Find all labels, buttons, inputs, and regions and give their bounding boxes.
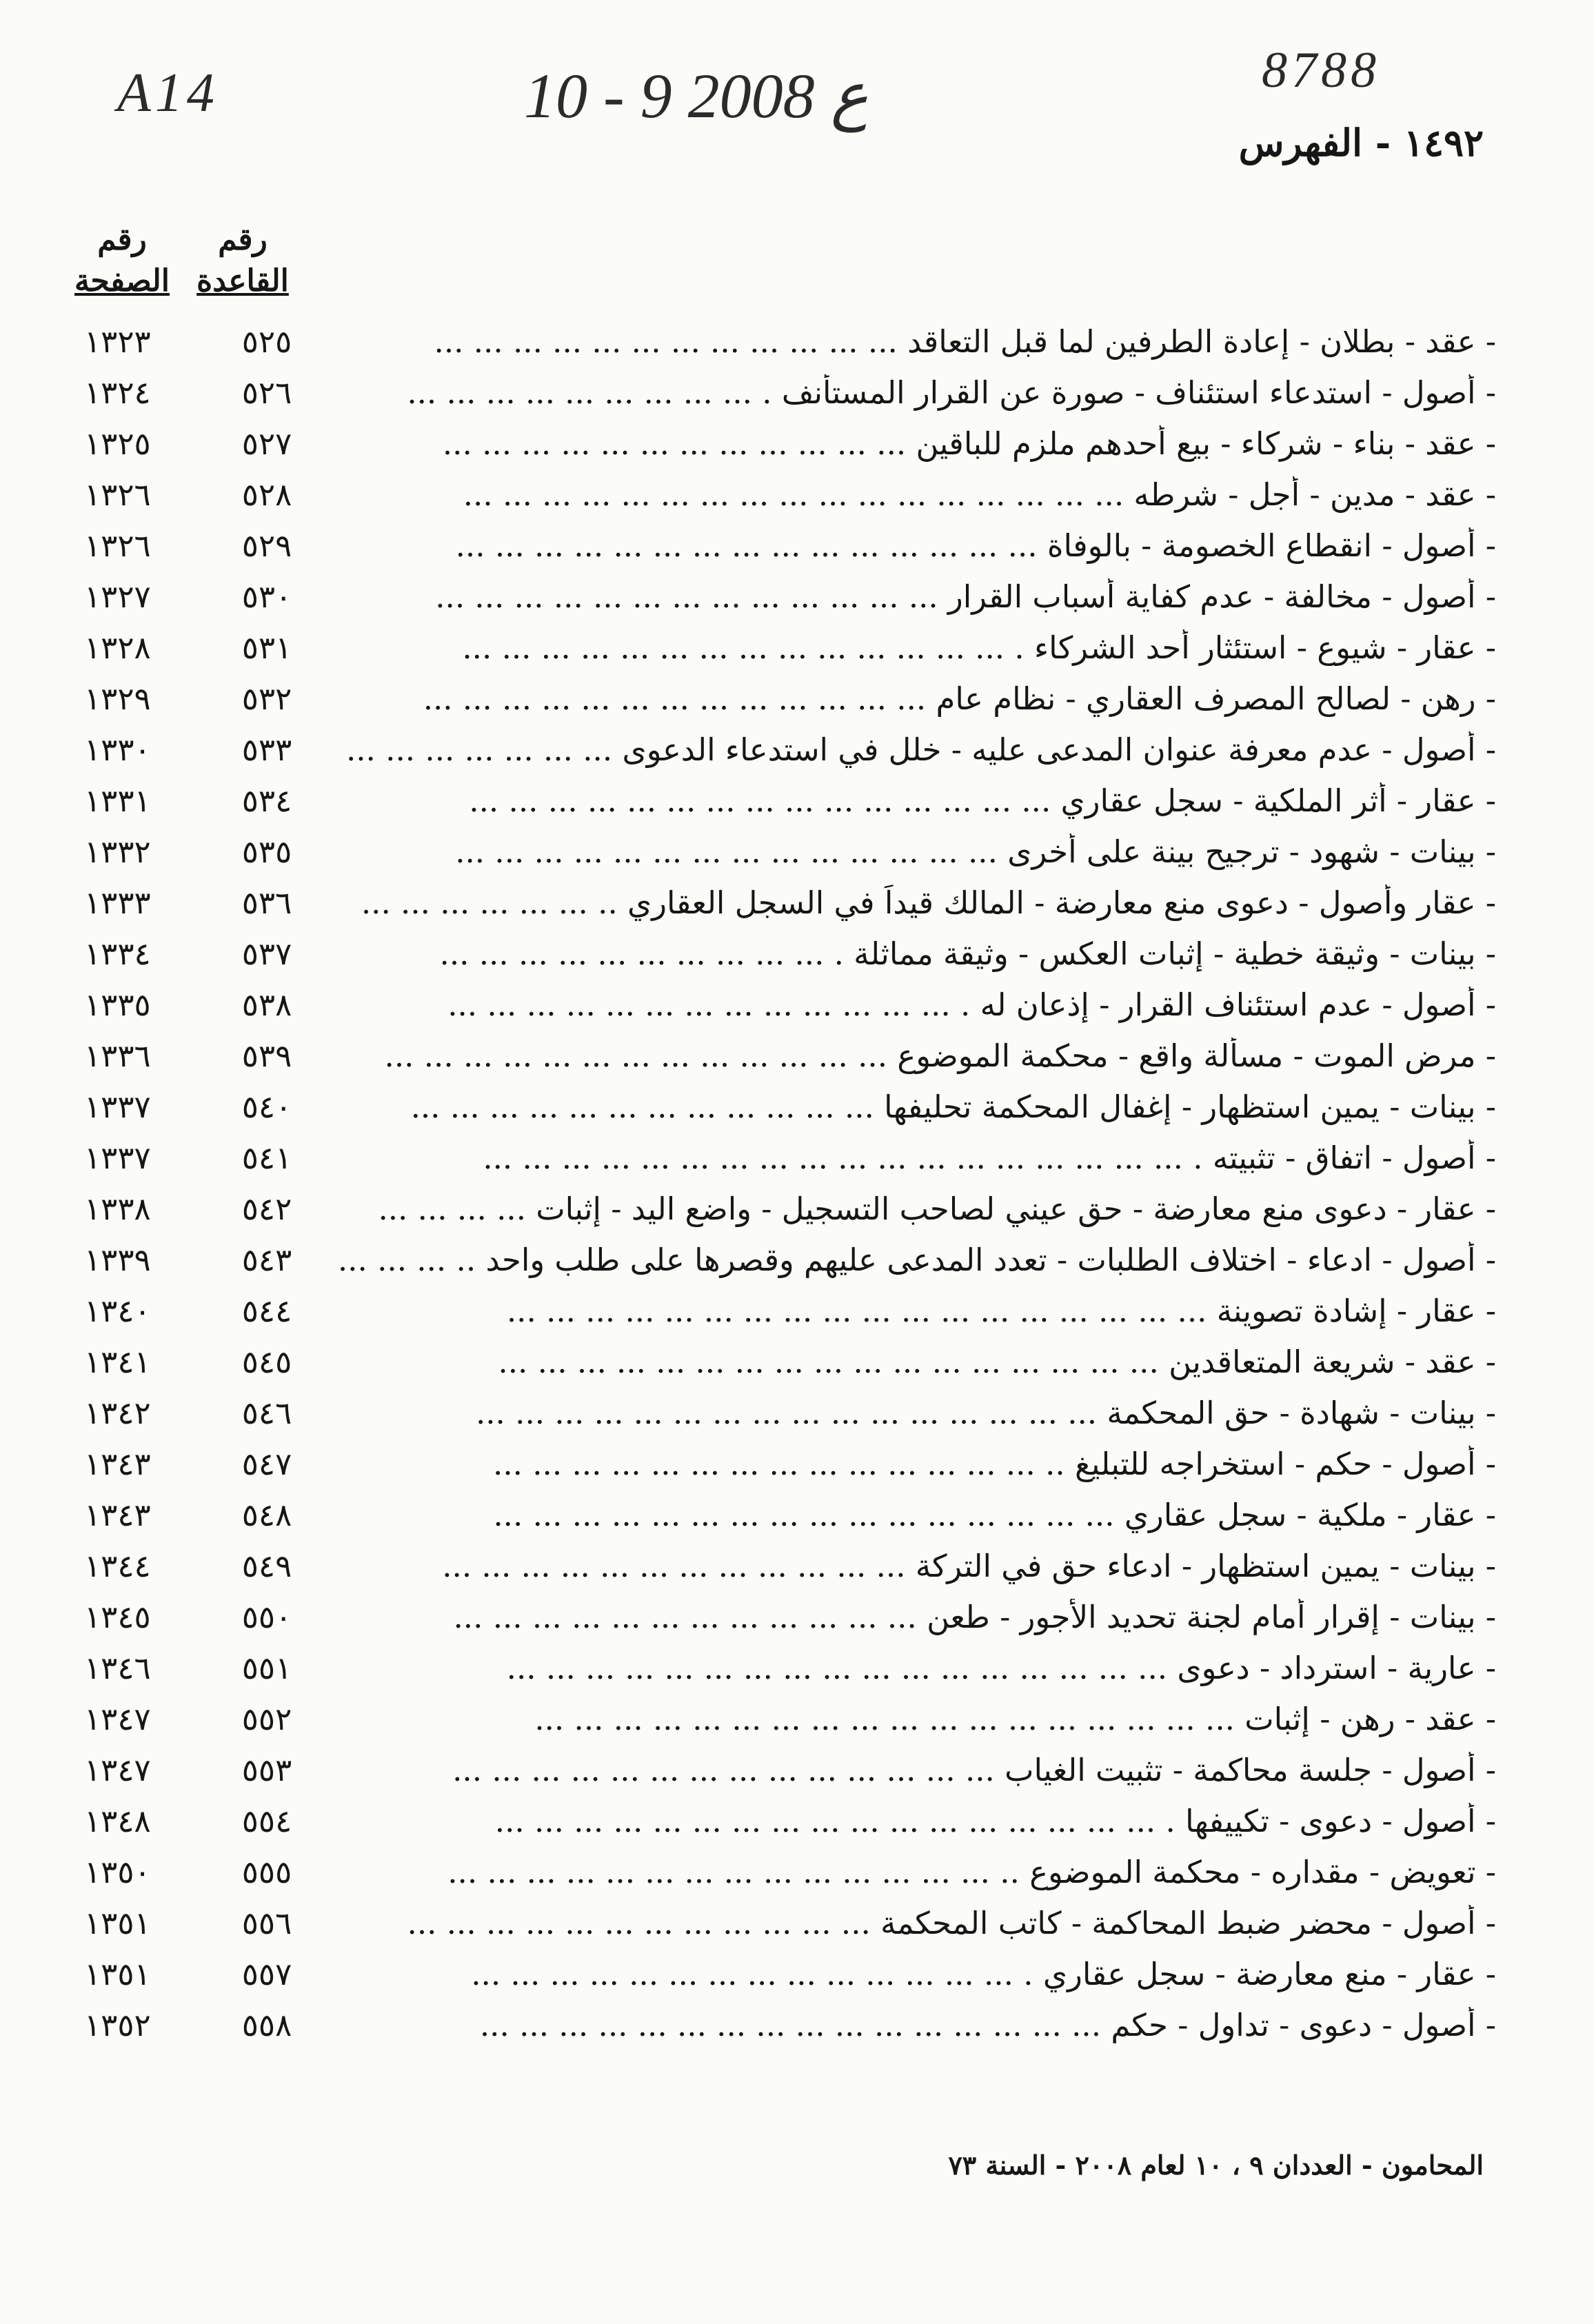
entry-rule-number: ٥٢٥ [241, 323, 292, 360]
entry-rule-number: ٥٤٣ [241, 1241, 292, 1278]
column-header-page-line1: رقم [97, 222, 147, 257]
entry-rule-number: ٥٥٧ [241, 1955, 292, 1992]
entry-rule-number: ٥٤٢ [241, 1190, 292, 1227]
entry-rule-number: ٥٥٥ [241, 1853, 292, 1890]
entry-title: - عقد - رهن - إثبات ... ... ... ... ... ... ... ... ... ... ... ... ... ... ... ... ... ... [534, 1700, 1496, 1737]
entry-title: - رهن - لصالح المصرف العقاري - نظام عام ... ... ... ... ... ... ... ... ... ... ... ... ... [423, 680, 1496, 717]
handwritten-date: 10 - 9 ع 2008 [524, 61, 869, 131]
entry-page-number: ١٣٥٢ [84, 2006, 151, 2043]
entry-title: - عقار - شيوع - استئثار أحد الشركاء . ... ... ... ... ... ... ... ... ... ... ... ... ... ... [462, 629, 1496, 666]
entry-title: - أصول - عدم معرفة عنوان المدعى عليه - خلل في استدعاء الدعوى ... ... ... ... ... ... ... [345, 731, 1496, 768]
entry-rule-number: ٥٣٥ [241, 833, 292, 870]
index-entry [76, 724, 1496, 775]
index-entry [76, 1489, 1496, 1540]
entry-title: - عقار - إشادة تصوينة ... ... ... ... ... ... ... ... ... ... ... ... ... ... ... ... ... ... [506, 1292, 1496, 1329]
entry-title: - تعويض - مقداره - محكمة الموضوع .. ... ... ... ... ... ... ... ... ... ... ... ... ... ... [447, 1853, 1496, 1890]
index-entry [76, 316, 1496, 367]
entry-rule-number: ٥٣٩ [241, 1037, 292, 1074]
handwritten-number: 8788 [1262, 42, 1380, 99]
entry-rule-number: ٥٣٤ [241, 782, 292, 819]
column-header-rule-line2: القاعدة [196, 263, 289, 299]
entry-title: - عقد - مدين - أجل - شرطه ... ... ... ... ... ... ... ... ... ... ... ... ... ... ... ... ... [463, 476, 1496, 513]
entry-title: - أصول - اتفاق - تثبيته . ... ... ... ... ... ... ... ... ... ... ... ... ... ... ... ... ... ... [483, 1139, 1496, 1176]
entry-title: - أصول - دعوى - تكييفها . ... ... ... ... ... ... ... ... ... ... ... ... ... ... ... ... ... [494, 1802, 1496, 1839]
index-entry [76, 1897, 1496, 1948]
index-entry [76, 1693, 1496, 1744]
entry-rule-number: ٥٣٧ [241, 935, 292, 972]
entry-page-number: ١٣٢٦ [84, 476, 151, 513]
index-entry [76, 1642, 1496, 1693]
entry-page-number: ١٣٤٥ [84, 1598, 151, 1635]
entry-page-number: ١٣٥١ [84, 1904, 151, 1941]
entry-page-number: ١٣٣٧ [84, 1088, 151, 1125]
index-entry [76, 979, 1496, 1030]
entry-rule-number: ٥٤٤ [241, 1292, 292, 1329]
entry-rule-number: ٥٥٠ [241, 1598, 292, 1635]
entry-title: - أصول - استدعاء استئناف - صورة عن القرار المستأنف . ... ... ... ... ... ... ... ... ... [407, 374, 1496, 411]
index-entry [76, 673, 1496, 724]
entry-rule-number: ٥٤٩ [241, 1547, 292, 1584]
index-entry [76, 622, 1496, 673]
entry-title: - أصول - عدم استئناف القرار - إذعان له . ... ... ... ... ... ... ... ... ... ... ... ... ... [447, 986, 1496, 1023]
entry-title: - عقار - دعوى منع معارضة - حق عيني لصاحب التسجيل - واضع اليد - إثبات ... ... ... ... [378, 1190, 1496, 1227]
entry-title: - عقار وأصول - دعوى منع معارضة - المالك قيداً في السجل العقاري .. ... ... ... ... ... ... [361, 884, 1496, 921]
entry-title: - عقار - ملكية - سجل عقاري ... ... ... ... ... ... ... ... ... ... ... ... ... ... ... ... [493, 1496, 1496, 1533]
entry-title: - بينات - شهادة - حق المحكمة ... ... ... ... ... ... ... ... ... ... ... ... ... ... ... ... [475, 1394, 1496, 1431]
index-entry [76, 1540, 1496, 1591]
index-entry [76, 1030, 1496, 1081]
entry-page-number: ١٣٣٢ [84, 833, 151, 870]
entry-title: - عقار - منع معارضة - سجل عقاري . ... ... ... ... ... ... ... ... ... ... ... ... ... ... [471, 1955, 1496, 1992]
entry-page-number: ١٣٤٣ [84, 1496, 151, 1533]
entry-title: - أصول - حكم - استخراجه للتبليغ .. ... ... ... ... ... ... ... ... ... ... ... ... ... ... [493, 1445, 1496, 1482]
entry-page-number: ١٣٣٨ [84, 1190, 151, 1227]
entry-title: - أصول - جلسة محاكمة - تثبيت الغياب ... ... ... ... ... ... ... ... ... ... ... ... ... ... [452, 1751, 1496, 1788]
entry-rule-number: ٥٥٤ [241, 1802, 292, 1839]
entry-rule-number: ٥٤١ [241, 1139, 292, 1176]
index-entry [76, 826, 1496, 877]
index-entry [76, 1387, 1496, 1438]
entry-rule-number: ٥٤٦ [241, 1394, 292, 1431]
index-entry [76, 1336, 1496, 1387]
index-entry [76, 1234, 1496, 1285]
entry-rule-number: ٥٤٥ [241, 1343, 292, 1380]
entry-rule-number: ٥٥٦ [241, 1904, 292, 1941]
entry-rule-number: ٥٣٢ [241, 680, 292, 717]
entry-page-number: ١٣٤٧ [84, 1751, 151, 1788]
index-entry [76, 1948, 1496, 1999]
entry-title: - بينات - وثيقة خطية - إثبات العكس - وثيقة مماثلة . ... ... ... ... ... ... ... ... ... ... [439, 935, 1496, 972]
index-entry [76, 928, 1496, 979]
entry-page-number: ١٣٤٢ [84, 1394, 151, 1431]
entry-page-number: ١٣٣٤ [84, 935, 151, 972]
index-entry [76, 1183, 1496, 1234]
entry-rule-number: ٥٥٢ [241, 1700, 292, 1737]
handwritten-mark-left: A14 [117, 63, 219, 123]
entry-title: - أصول - انقطاع الخصومة - بالوفاة ... ... ... ... ... ... ... ... ... ... ... ... ... ... ... [455, 527, 1496, 564]
entry-title: - بينات - يمين استظهار - ادعاء حق في التركة ... ... ... ... ... ... ... ... ... ... ... ... [442, 1547, 1496, 1584]
entry-rule-number: ٥٢٨ [241, 476, 292, 513]
entry-page-number: ١٣٣٧ [84, 1139, 151, 1176]
index-entry [76, 775, 1496, 826]
index-entry [76, 1591, 1496, 1642]
page-title: ١٤٩٢ - الفهرس [1238, 121, 1484, 165]
index-entry [76, 418, 1496, 469]
index-entry [76, 1846, 1496, 1897]
entry-page-number: ١٣٢٤ [84, 374, 151, 411]
entry-page-number: ١٣٤٧ [84, 1700, 151, 1737]
column-header-rule-line1: رقم [218, 222, 268, 257]
entry-title: - عقد - شريعة المتعاقدين ... ... ... ... ... ... ... ... ... ... ... ... ... ... ... ... ... [498, 1343, 1496, 1380]
entry-rule-number: ٥٥٣ [241, 1751, 292, 1788]
entry-page-number: ١٣٣٠ [84, 731, 151, 768]
index-entry [76, 1132, 1496, 1183]
entry-title: - عقار - أثر الملكية - سجل عقاري ... ... ... ... ... ... ... ... ... ... ... ... ... ... ... [469, 782, 1496, 819]
entry-title: - أصول - محضر ضبط المحاكمة - كاتب المحكمة ... ... ... ... ... ... ... ... ... ... ... ... [407, 1904, 1496, 1941]
entry-rule-number: ٥٤٨ [241, 1496, 292, 1533]
entry-rule-number: ٥٣٦ [241, 884, 292, 921]
entry-rule-number: ٥٥٨ [241, 2006, 292, 2043]
entry-page-number: ١٣٣١ [84, 782, 151, 819]
entry-rule-number: ٥٤٠ [241, 1088, 292, 1125]
entry-title: - بينات - يمين استظهار - إغفال المحكمة تحليفها ... ... ... ... ... ... ... ... ... ... ... ... [410, 1088, 1496, 1125]
entry-rule-number: ٥٢٧ [241, 425, 292, 462]
entry-page-number: ١٣٥١ [84, 1955, 151, 1992]
entry-rule-number: ٥٢٩ [241, 527, 292, 564]
entry-title: - مرض الموت - مسألة واقع - محكمة الموضوع ... ... ... ... ... ... ... ... ... ... ... ... ... [384, 1037, 1496, 1074]
entry-page-number: ١٣٤٨ [84, 1802, 151, 1839]
entry-title: - أصول - مخالفة - عدم كفاية أسباب القرار ... ... ... ... ... ... ... ... ... ... ... ... ... [435, 578, 1496, 615]
entry-page-number: ١٣٤٤ [84, 1547, 151, 1584]
index-entry [76, 1795, 1496, 1846]
index-entry [76, 877, 1496, 928]
entry-page-number: ١٣٤٦ [84, 1649, 151, 1686]
index-entry [76, 571, 1496, 622]
entry-page-number: ١٣٣٣ [84, 884, 151, 921]
entry-title: - بينات - شهود - ترجيح بينة على أخرى ... ... ... ... ... ... ... ... ... ... ... ... ... ... [455, 833, 1496, 870]
page-footer: المحامون - العددان ٩ ، ١٠ لعام ٢٠٠٨ - السنة ٧٣ [948, 2150, 1484, 2181]
entry-title: - بينات - إقرار أمام لجنة تحديد الأجور - طعن ... ... ... ... ... ... ... ... ... ... ... ... [453, 1598, 1496, 1635]
entry-rule-number: ٥٣٨ [241, 986, 292, 1023]
entry-page-number: ١٣٢٨ [84, 629, 151, 666]
column-header-rule-number [191, 219, 294, 316]
entry-page-number: ١٣٣٩ [84, 1241, 151, 1278]
index-entry [76, 367, 1496, 418]
entry-rule-number: ٥٢٦ [241, 374, 292, 411]
entry-title: - أصول - ادعاء - اختلاف الطلبات - تعدد المدعى عليهم وقصرها على طلب واحد .. ... ... ... [337, 1241, 1496, 1278]
index-entry [76, 1285, 1496, 1336]
entry-page-number: ١٣٢٣ [84, 323, 151, 360]
entry-page-number: ١٣٤٣ [84, 1445, 151, 1482]
index-entry [76, 469, 1496, 520]
index-entry [76, 1744, 1496, 1795]
entry-title: - عقد - بطلان - إعادة الطرفين لما قبل التعاقد ... ... ... ... ... ... ... ... ... ... ... ... [434, 323, 1496, 360]
entry-title: - أصول - دعوى - تداول - حكم ... ... ... ... ... ... ... ... ... ... ... ... ... ... ... ... [479, 2006, 1496, 2043]
entry-page-number: ١٣٥٠ [84, 1853, 151, 1890]
entry-page-number: ١٣٣٥ [84, 986, 151, 1023]
entry-page-number: ١٣٢٦ [84, 527, 151, 564]
entry-rule-number: ٥٣٣ [241, 731, 292, 768]
entry-rule-number: ٥٣١ [241, 629, 292, 666]
entry-page-number: ١٣٢٩ [84, 680, 151, 717]
entry-rule-number: ٥٥١ [241, 1649, 292, 1686]
index-entry [76, 1999, 1496, 2050]
column-header-page-number [67, 219, 177, 316]
entry-page-number: ١٣٢٥ [84, 425, 151, 462]
index-entry [76, 1438, 1496, 1489]
entry-page-number: ١٣٢٧ [84, 578, 151, 615]
entry-page-number: ١٣٣٦ [84, 1037, 151, 1074]
column-header-page-line2: الصفحة [74, 263, 170, 299]
entry-title: - عقد - بناء - شركاء - بيع أحدهم ملزم للباقين ... ... ... ... ... ... ... ... ... ... ... ... [442, 425, 1496, 462]
index-entry [76, 520, 1496, 571]
entry-rule-number: ٥٣٠ [241, 578, 292, 615]
index-list [76, 316, 1496, 2050]
index-entry [76, 1081, 1496, 1132]
entry-title: - عارية - استرداد - دعوى ... ... ... ... ... ... ... ... ... ... ... ... ... ... ... ... ... [506, 1649, 1496, 1686]
entry-rule-number: ٥٤٧ [241, 1445, 292, 1482]
entry-page-number: ١٣٤٠ [84, 1292, 151, 1329]
entry-page-number: ١٣٤١ [84, 1343, 151, 1380]
